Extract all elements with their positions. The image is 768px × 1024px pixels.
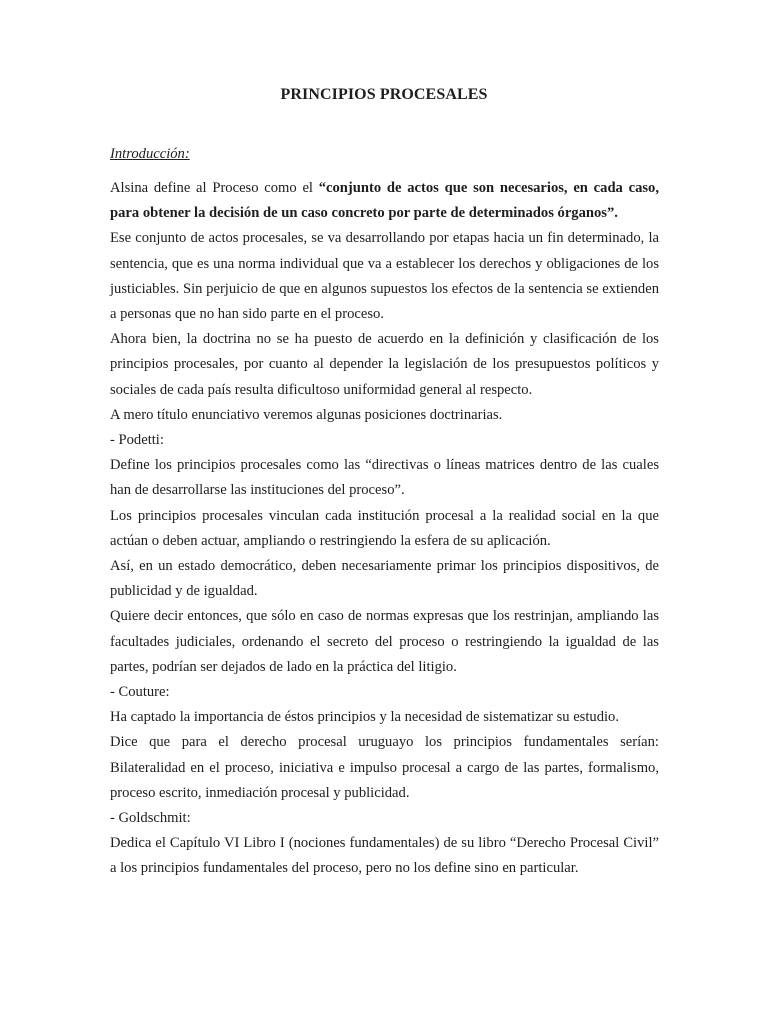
paragraph: A mero título enunciativo veremos algunas posiciones doctrinarias.	[110, 406, 503, 423]
author-heading-couture: - Couture:	[110, 684, 170, 701]
paragraph: Quiere decir entonces, que sólo en caso de normas expresas que los restrinjan, ampliando las facultades judiciales, ordenando el secreto del proceso o restringiendo la igualdad de las partes, podrían ser dejados de lado en la práctica del litigio.	[110, 608, 659, 675]
author-heading-podetti: - Podetti:	[110, 432, 164, 449]
page-title: PRINCIPIOS PROCESALES	[280, 86, 488, 103]
author-heading-goldschmit: - Goldschmit:	[110, 810, 191, 827]
paragraph: Define los principios procesales como las “directivas o líneas matrices dentro de las cuales han de desarrollarse las instituciones del proceso”.	[110, 457, 659, 499]
paragraph: Dedica el Capítulo VI Libro I (nociones fundamentales) de su libro “Derecho Procesal Civil” a los principios fundamentales del proceso, pero no los define sino en particular.	[110, 835, 659, 877]
paragraph: Así, en un estado democrático, deben necesariamente primar los principios dispositivos, de publicidad y de igualdad.	[110, 558, 659, 600]
paragraph-alsina-lead: Alsina define al Proceso como el	[110, 180, 319, 196]
paragraph-alsina	[110, 176, 659, 226]
paragraph: Dice que para el derecho procesal uruguayo los principios fundamentales serían: Bilateralidad en el proceso, iniciativa e impulso procesal a cargo de las partes, formalismo, proceso escrito, inmediación procesal y publicidad.	[110, 734, 659, 801]
paragraph: Los principios procesales vinculan cada institución procesal a la realidad social en la que actúan o deben actuar, ampliando o restringiendo la esfera de su aplicación.	[110, 507, 659, 549]
section-heading: Introducción:	[110, 146, 190, 162]
paragraph: Ese conjunto de actos procesales, se va desarrollando por etapas hacia un fin determinado, la sentencia, que es una norma individual que va a establecer los derechos y obligaciones de los justiciables. Sin perjuicio de que en algunos supuestos los efectos de la sentencia se extienden a personas que no han sido parte en el proceso.	[110, 230, 659, 323]
paragraph-alsina-quote: “conjunto de actos que son necesarios, en cada caso, para obtener la decisión de un caso concreto por parte de determinados órganos”.	[110, 180, 659, 222]
document-body	[110, 144, 659, 882]
paragraph: Ha captado la importancia de éstos principios y la necesidad de sistematizar su estudio.	[110, 709, 619, 726]
paragraph: Ahora bien, la doctrina no se ha puesto de acuerdo en la definición y clasificación de los principios procesales, por cuanto al depender la legislación de los presupuestos políticos y sociales de cada país resulta dificultoso uniformidad general al respecto.	[110, 331, 659, 398]
